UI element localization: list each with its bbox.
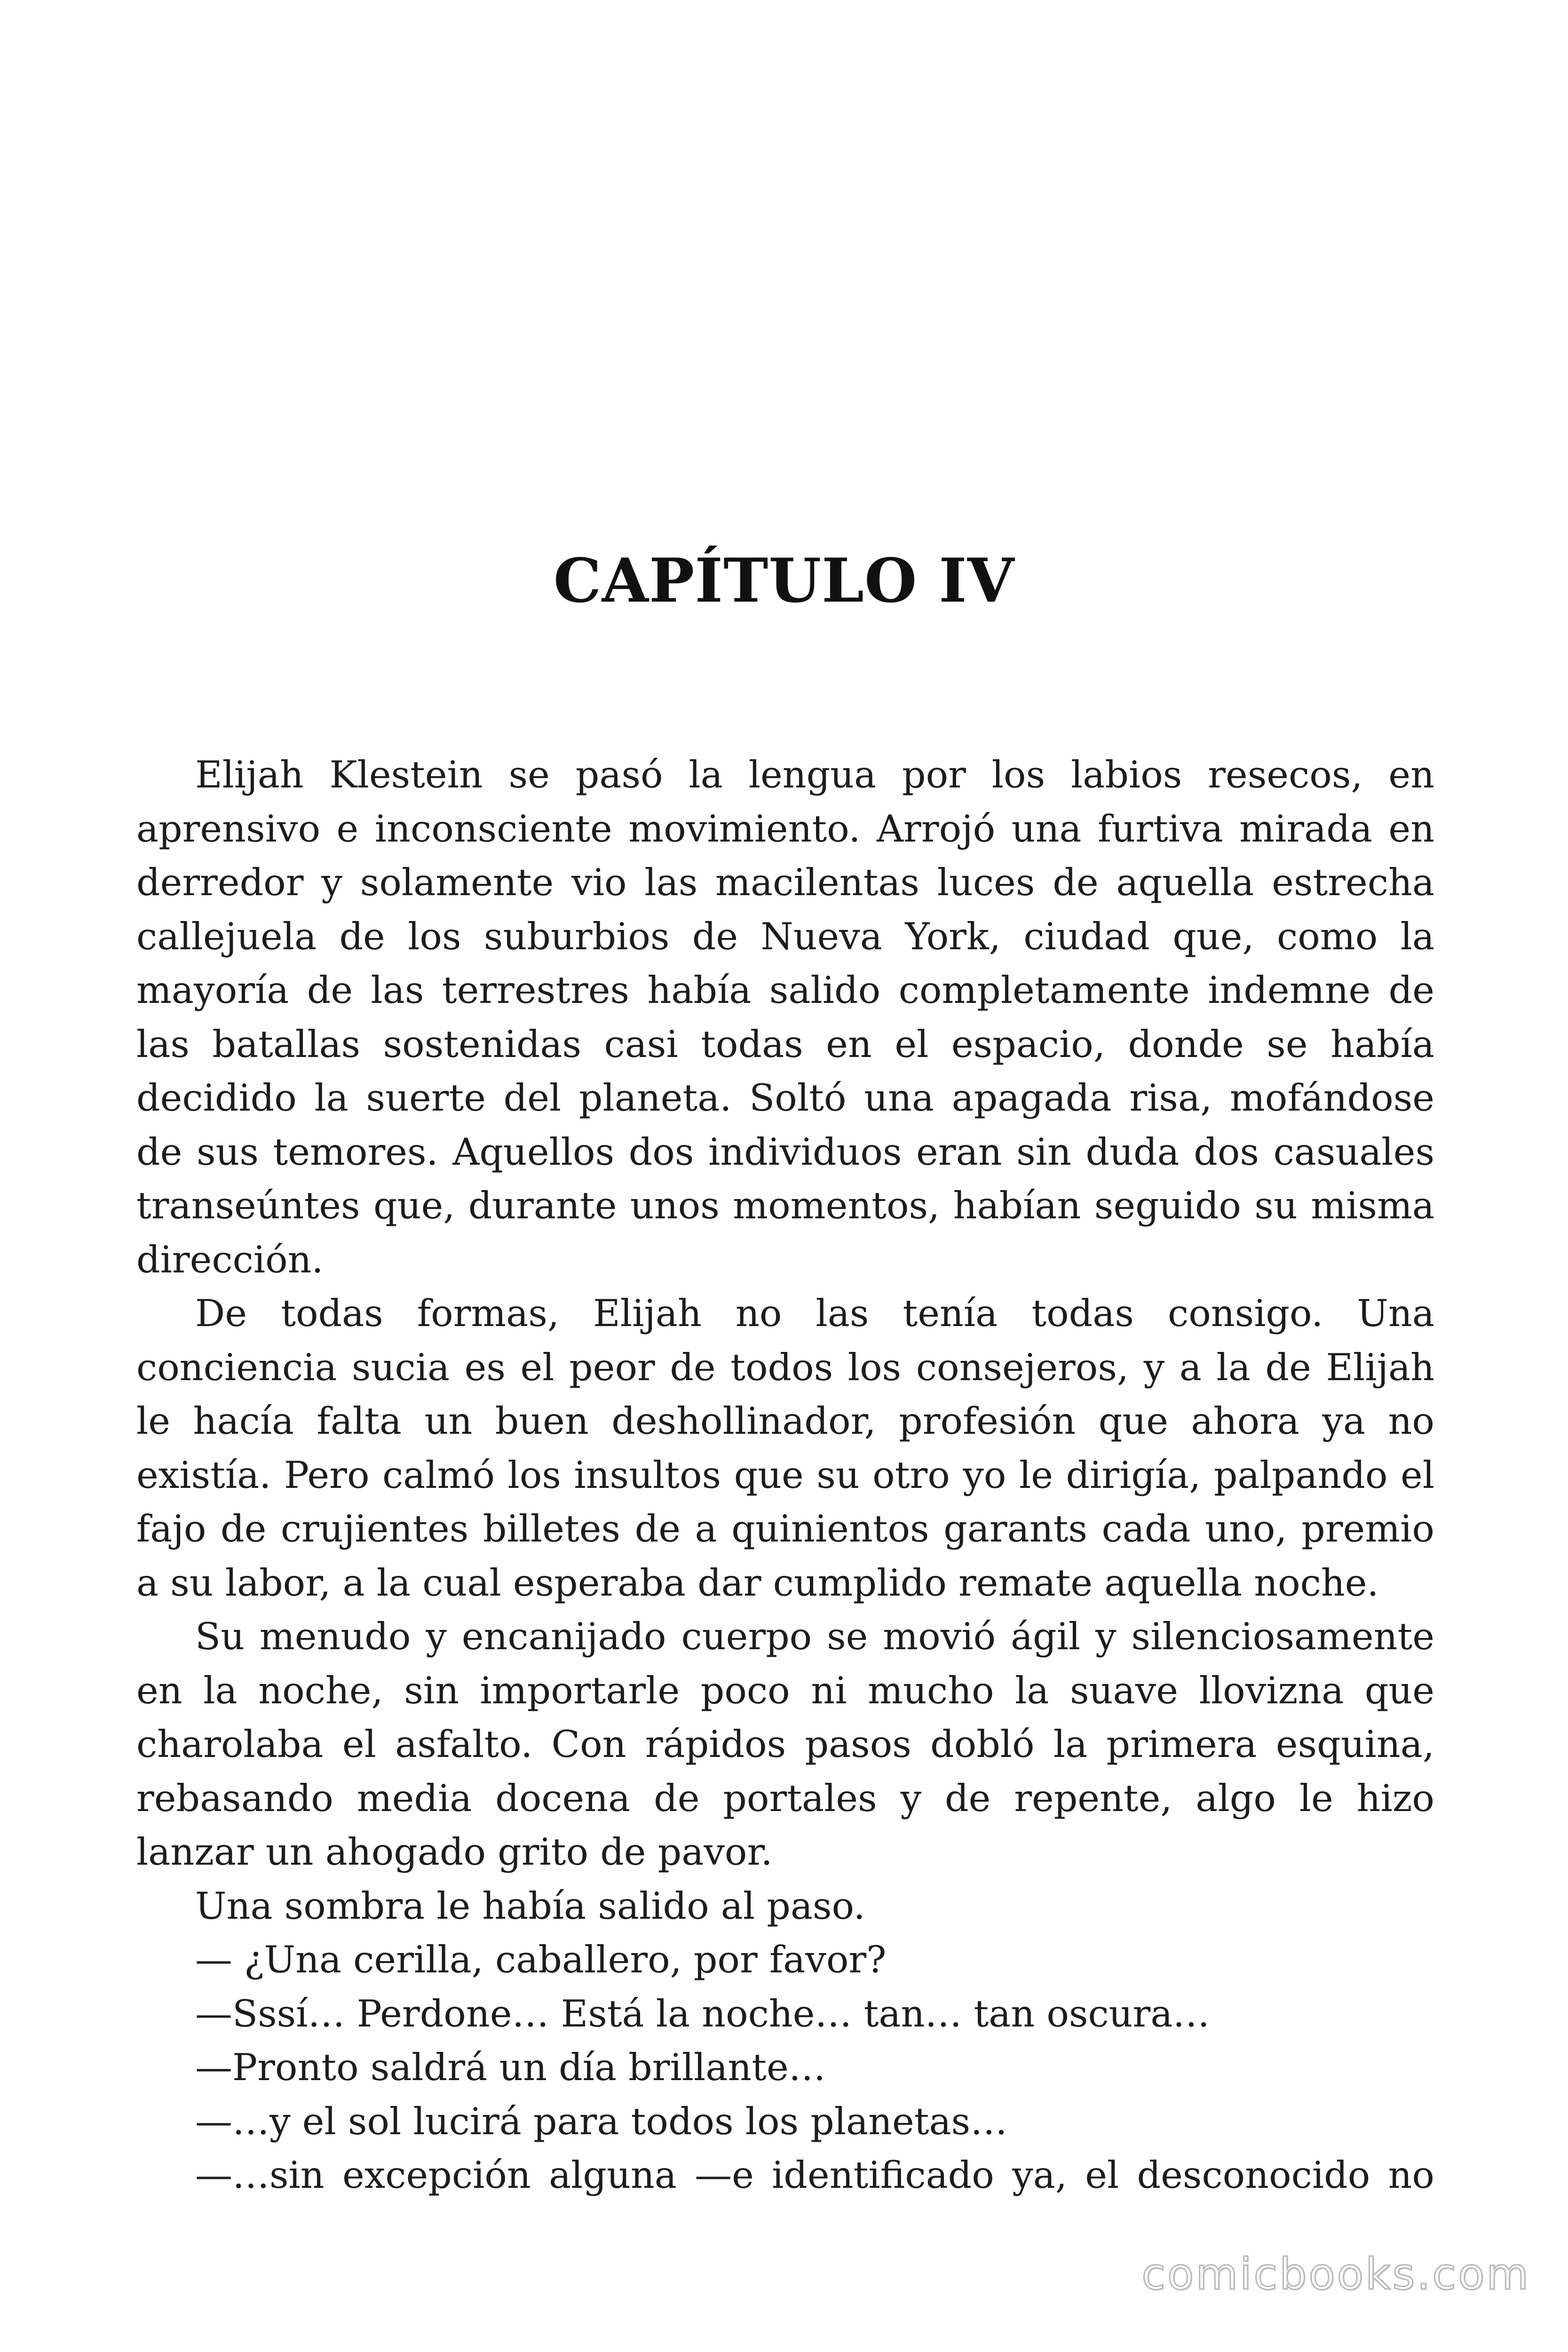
dialogue-line: —…sin excepción alguna —e identificado ya, el desconocido no xyxy=(195,2153,1434,2197)
dialogue-line: —…y el sol lucirá para todos los planetas… xyxy=(195,2099,1008,2143)
body-text xyxy=(136,748,1434,2202)
paragraph: De todas formas, Elijah no las tenía todas consigo. Una conciencia sucia es el peor de todos los consejeros, y a la de Elijah le hacía falta un buen deshollinador, profesión que ahora ya no existía. Pero calmó los insultos que su otro yo le dirigía, palpando el fajo de crujientes billetes de a quinientos garants cada uno, premio a su labor, a la cual esperaba dar cumplido remate aquella noche. xyxy=(136,1292,1434,1605)
paragraph: Elijah Klestein se pasó la lengua por los labios resecos, en aprensivo e inconsciente movimiento. Arrojó una furtiva mirada en derredor y solamente vio las macilentas luces de aquella estrecha callejuela de los suburbios de Nueva York, ciudad que, como la mayoría de las terrestres había salido completamente indemne de las batallas sostenidas casi todas en el espacio, donde se había decidido la suerte del planeta. Soltó una apagada risa, mofándose de sus temores. Aquellos dos individuos eran sin duda dos casuales transeúntes que, durante unos momentos, habían seguido su misma dirección. xyxy=(136,753,1434,1281)
dialogue-line: —Sssí… Perdone… Está la noche… tan… tan oscura… xyxy=(195,1992,1210,2035)
dialogue-line: —Pronto saldrá un día brillante… xyxy=(195,2046,826,2089)
paragraph: Una sombra le había salido al paso. xyxy=(195,1884,865,1928)
watermark: comicbooks.com xyxy=(1141,2249,1530,2299)
paragraph: Su menudo y encanijado cuerpo se movió ágil y silenciosamente en la noche, sin importarle poco ni mucho la suave llovizna que charolaba el asfalto. Con rápidos pasos dobló la primera esquina, rebasando media docena de portales y de repente, algo le hizo lanzar un ahogado grito de pavor. xyxy=(136,1615,1434,1874)
dialogue-line: — ¿Una cerilla, caballero, por favor? xyxy=(195,1938,887,1981)
chapter-title: CAPÍTULO IV xyxy=(553,546,1015,616)
